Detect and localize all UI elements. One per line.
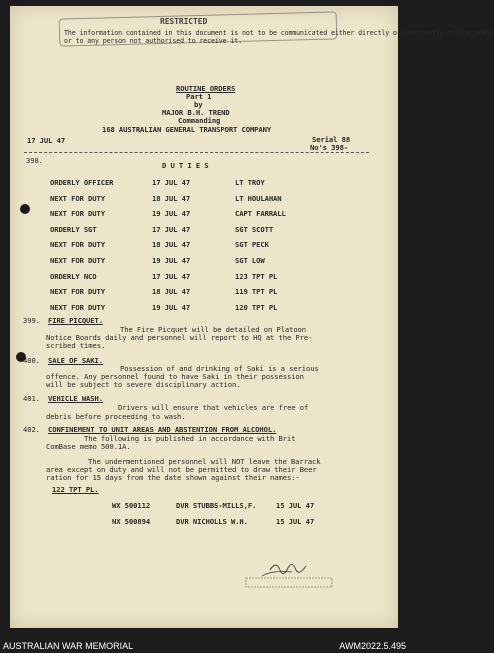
paragraph-line: area except on duty and will not be permitted to draw their Beer bbox=[46, 465, 317, 474]
duty-date: 17 JUL 47 bbox=[152, 178, 191, 187]
duty-date: 19 JUL 47 bbox=[152, 256, 191, 265]
notice-line-1: The information contained in this document is not to be communicated either directly or indirectly to the press bbox=[64, 29, 494, 37]
paragraph-line: The following is published in accordance with Brit bbox=[84, 434, 296, 443]
duty-person: CAPT FARRALL bbox=[235, 209, 286, 219]
duty-name: NEXT FOR DUTY bbox=[50, 240, 105, 250]
unit-name: 168 AUSTRALIAN GENERAL TRANSPORT COMPANY bbox=[102, 125, 272, 134]
archive-name: AUSTRALIAN WAR MEMORIAL bbox=[3, 641, 134, 651]
document-title: ROUTINE ORDERS bbox=[176, 84, 236, 93]
document-part: Part 1 bbox=[186, 92, 212, 101]
commanding-label: Commanding bbox=[178, 116, 221, 125]
paragraph-line: will be subject to severe disciplinary action. bbox=[46, 380, 241, 389]
personnel-date: 15 JUL 47 bbox=[276, 517, 315, 526]
personnel-date: 15 JUL 47 bbox=[276, 501, 315, 510]
platoon-label: 122 TPT PL. bbox=[52, 485, 99, 494]
duty-name: ORDERLY SGT bbox=[50, 224, 97, 234]
paragraph-line: The Fire Picquet will be detailed on Platoon bbox=[120, 325, 306, 334]
section-number: 401. bbox=[23, 394, 40, 403]
section-number: 399. bbox=[23, 316, 40, 325]
by-line: by bbox=[194, 100, 203, 109]
duty-person: LT HOULAHAN bbox=[235, 193, 282, 203]
duty-date: 17 JUL 47 bbox=[152, 271, 191, 281]
duty-date: 18 JUL 47 bbox=[152, 193, 191, 203]
document-page bbox=[10, 6, 494, 628]
duty-date: 19 JUL 47 bbox=[152, 209, 191, 219]
duty-name: NEXT FOR DUTY bbox=[50, 287, 105, 297]
duty-person: SGT SCOTT bbox=[235, 224, 274, 234]
paragraph-line: The undermentioned personnel will NOT leave the Barrack bbox=[88, 457, 321, 466]
paragraph-line: scribed times. bbox=[46, 341, 106, 350]
duty-date: 18 JUL 47 bbox=[152, 240, 191, 250]
classification: RESTRICTED bbox=[160, 17, 208, 26]
signature bbox=[232, 556, 342, 590]
duty-person: 120 TPT PL bbox=[235, 302, 278, 312]
duty-name: ORDERLY NCO bbox=[50, 271, 97, 281]
duties-heading: D U T I E S bbox=[162, 161, 209, 170]
duty-name: NEXT FOR DUTY bbox=[50, 209, 105, 219]
duty-date: 19 JUL 47 bbox=[152, 302, 191, 312]
duty-person: 123 TPT PL bbox=[235, 271, 278, 281]
paragraph-line: ComBase memo 500.1A. bbox=[46, 442, 131, 451]
section-heading: VEHICLE WASH. bbox=[48, 394, 103, 403]
section-heading: FIRE PICQUET. bbox=[48, 316, 103, 325]
serial-number: Serial 88 bbox=[312, 135, 351, 144]
paragraph-line: Possession of and drinking of Saki is a serious bbox=[120, 364, 319, 373]
personnel-name: DVR STUBBS-MILLS,F. bbox=[176, 501, 257, 510]
duty-person: LT TROY bbox=[235, 178, 265, 187]
order-numbers: No's 398- bbox=[310, 143, 349, 152]
duty-name: ORDERLY OFFICER bbox=[50, 178, 114, 187]
duty-person: 119 TPT PL bbox=[235, 287, 278, 297]
duty-date: 18 JUL 47 bbox=[152, 287, 191, 297]
section-number: 400. bbox=[23, 356, 40, 365]
section-heading: SALE OF SAKI. bbox=[48, 356, 103, 365]
duty-person: SGT LOW bbox=[235, 256, 265, 265]
personnel-name: DVR NICHOLLS W.H. bbox=[176, 517, 248, 526]
section-number: 398. bbox=[26, 156, 43, 165]
punch-hole bbox=[20, 204, 30, 214]
paragraph-line: debris before proceeding to wash. bbox=[46, 412, 186, 421]
duty-date: 17 JUL 47 bbox=[152, 224, 191, 234]
commanding-officer: MAJOR B.H. TREND bbox=[162, 108, 230, 117]
duty-name: NEXT FOR DUTY bbox=[50, 256, 105, 265]
service-number: WX 500112 bbox=[112, 501, 151, 510]
order-date: 17 JUL 47 bbox=[27, 136, 66, 145]
duty-name: NEXT FOR DUTY bbox=[50, 302, 105, 312]
header-divider bbox=[24, 152, 369, 153]
notice-line-2: or to any person not authorised to receive it. bbox=[64, 37, 243, 45]
paragraph-line: Drivers will ensure that vehicles are free of bbox=[118, 403, 309, 412]
archive-reference: AWM2022.5.495 bbox=[339, 641, 406, 651]
paragraph-line: offence. Any personnel found to have Saki in their possession bbox=[46, 372, 304, 381]
section-heading: CONFINEMENT TO UNIT AREAS AND ABSTENTION FROM ALCOHOL. bbox=[48, 425, 277, 434]
section-number: 402. bbox=[23, 425, 40, 434]
duty-name: NEXT FOR DUTY bbox=[50, 193, 105, 203]
paragraph-line: ration for 15 days from the date shown against their names:- bbox=[46, 473, 300, 482]
duty-person: SGT PECK bbox=[235, 240, 269, 250]
paragraph-line: Notice Boards daily and personnel will report to HQ at the Pre- bbox=[46, 333, 313, 342]
archive-footer bbox=[0, 638, 409, 653]
service-number: NX 500894 bbox=[112, 517, 151, 526]
